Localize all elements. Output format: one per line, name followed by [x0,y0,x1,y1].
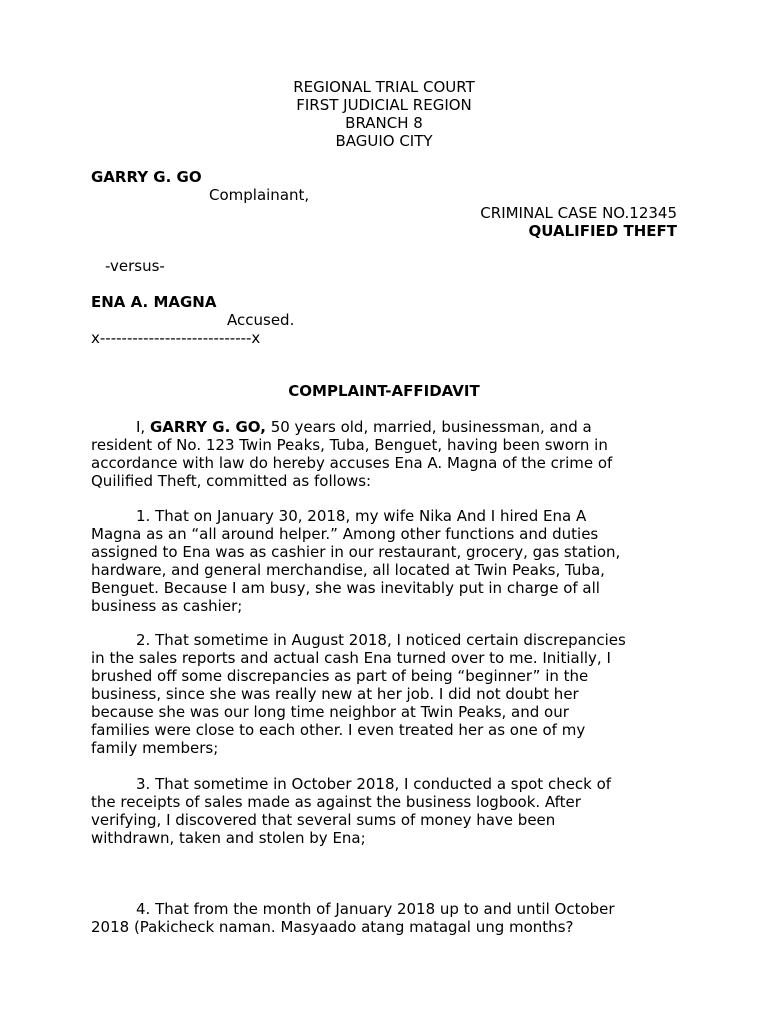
city: BAGUIO CITY [335,132,433,150]
para1-line-1: 1. That on January 30, 2018, my wife Nika And I hired Ena A [136,507,587,525]
intro-line-1: I, GARRY G. GO, 50 years old, married, businessman, and a [136,418,592,436]
accused-role: Accused. [227,311,295,329]
intro-line-3: accordance with law do hereby accuses Ena A. Magna of the crime of [91,454,613,472]
case-number: CRIMINAL CASE NO.12345 [480,204,677,222]
complainant-role: Complainant, [209,186,310,204]
para3-line-1: 3. That sometime in October 2018, I conducted a spot check of [136,775,612,793]
para2-line-3: brushed off some discrepancies as part of being “beginner” in the [91,667,589,685]
para2-line-7: family members; [91,739,219,757]
para2-line-2: in the sales reports and actual cash Ena turned over to me. Initially, I [91,649,611,667]
para3-line-2: the receipts of sales made as against the business logbook. After [91,793,581,811]
para2-line-4: business, since she was really new at her job. I did not doubt her [91,685,579,703]
court-name: REGIONAL TRIAL COURT [293,78,475,96]
versus: -versus- [105,257,165,275]
intro-line-2: resident of No. 123 Twin Peaks, Tuba, Benguet, having been sworn in [91,436,608,454]
para1-line-6: business as cashier; [91,597,243,615]
para2-line-1: 2. That sometime in August 2018, I noticed certain discrepancies [136,631,626,649]
para4-line-2: 2018 (Pakicheck naman. Masyaado atang matagal ung months? [91,918,574,936]
accused-name: ENA A. MAGNA [91,293,217,311]
case-title: QUALIFIED THEFT [528,222,677,240]
para1-line-5: Benguet. Because I am busy, she was inevitably put in charge of all [91,579,600,597]
para3-line-4: withdrawn, taken and stolen by Ena; [91,829,366,847]
para2-line-5: because she was our long time neighbor at Twin Peaks, and our [91,703,569,721]
para3-line-3: verifying, I discovered that several sums of money have been [91,811,556,829]
branch: BRANCH 8 [345,114,423,132]
document-title: COMPLAINT-AFFIDAVIT [288,382,480,400]
para2-line-6: families were close to each other. I even treated her as one of my [91,721,586,739]
caption-separator: x----------------------------x [91,329,261,347]
complainant-name: GARRY G. GO [91,168,202,186]
para1-line-4: hardware, and general merchandise, all located at Twin Peaks, Tuba, [91,561,605,579]
para4-line-1: 4. That from the month of January 2018 up to and until October [136,900,615,918]
para1-line-2: Magna as an “all around helper.” Among other functions and duties [91,525,599,543]
judicial-region: FIRST JUDICIAL REGION [296,96,472,114]
intro-line-4: Quilified Theft, committed as follows: [91,472,372,490]
para1-line-3: assigned to Ena was as cashier in our restaurant, grocery, gas station, [91,543,621,561]
